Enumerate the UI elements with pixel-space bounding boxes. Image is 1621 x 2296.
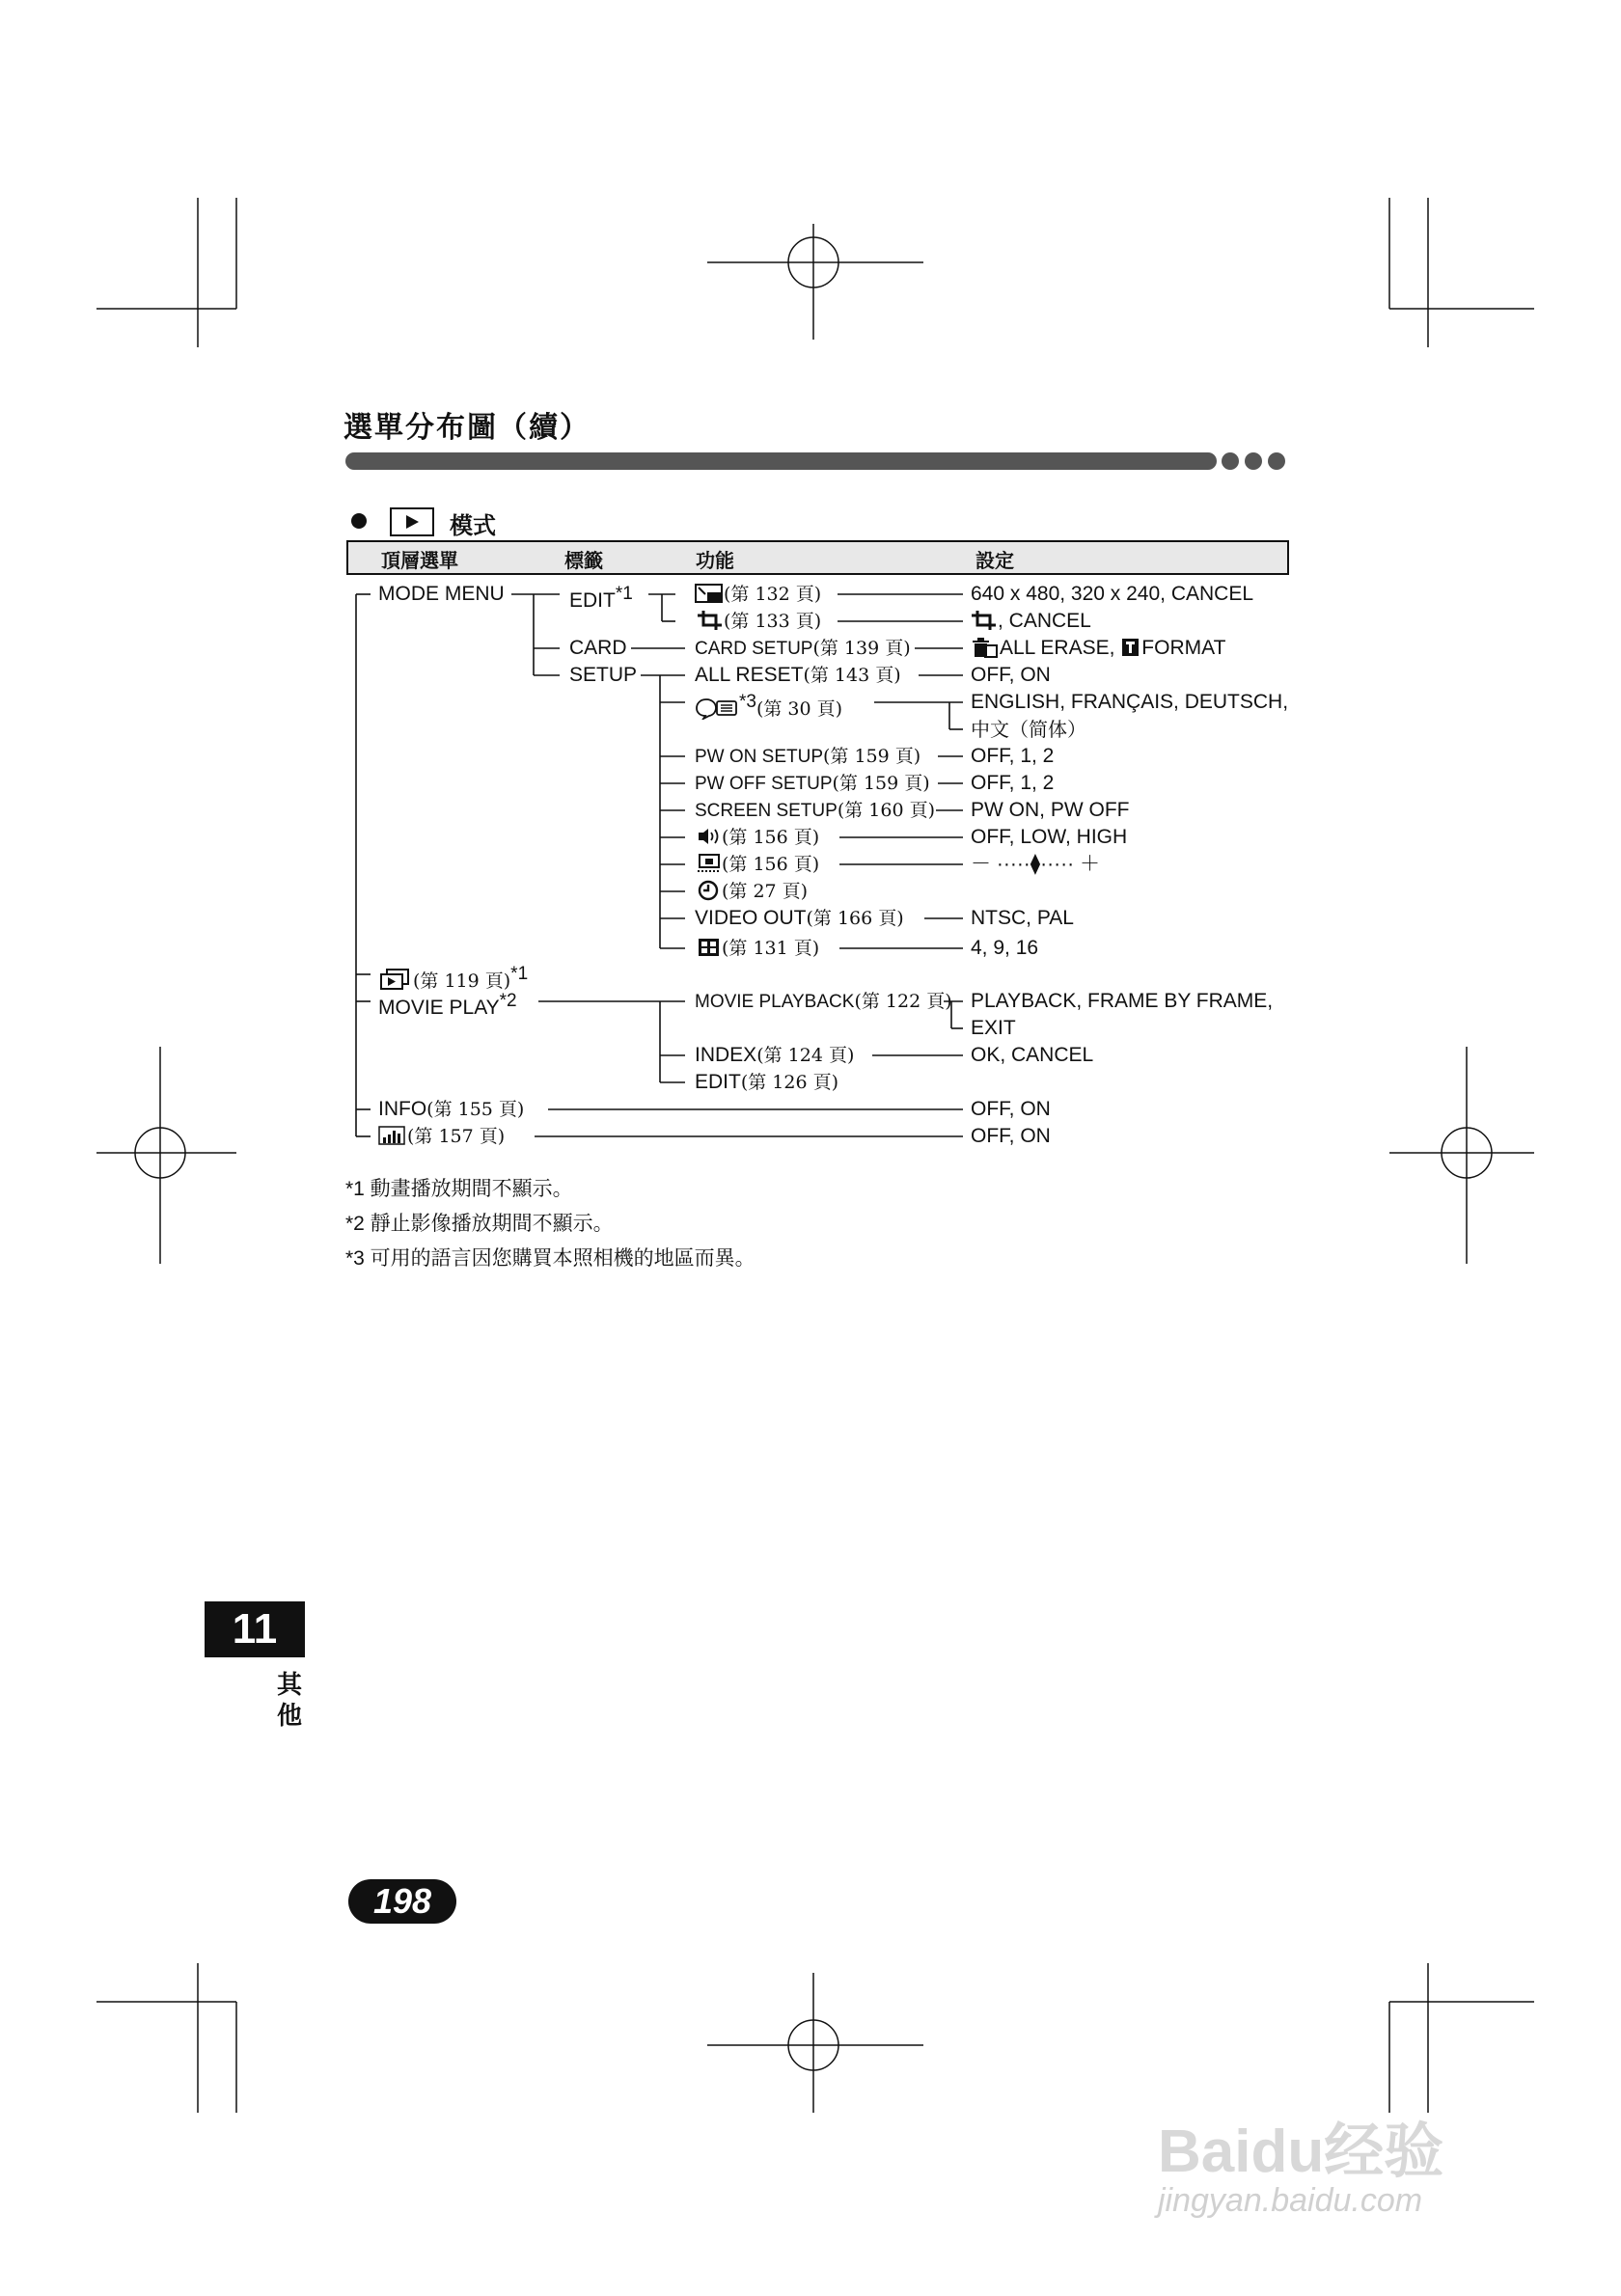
mode-label: 模式 [450,513,496,539]
pw-off-setup-label: PW OFF SETUP [695,774,833,794]
crop-row [697,610,821,633]
movie-playback-ref: (第 122 頁) [854,991,952,1012]
screen-setup-label: SCREEN SETUP [695,801,838,821]
movie-playback-setting-2: EXIT [971,1017,1016,1039]
language-setting-2: 中文（简体） [971,718,1086,741]
resize-ref: (第 132 頁) [724,584,822,605]
header-tab: 標籤 [564,551,603,572]
header-function: 功能 [696,551,734,572]
resize-row [695,583,821,606]
movie-play-label: MOVIE PLAY [378,997,500,1019]
mode-menu-label: MODE MENU [378,583,505,605]
setup-tab: SETUP [569,664,638,686]
video-out-setting: NTSC, PAL [971,907,1074,929]
bullet-icon [351,513,367,529]
all-reset-ref: (第 143 頁) [803,665,901,686]
info-label: INFO [378,1098,427,1120]
crop-icon [971,610,998,631]
pw-off-setup-ref: (第 159 頁) [832,773,930,794]
movie-playback-row [695,990,952,1014]
footnote-2: *2 靜止影像播放期間不顯示。 [345,1213,614,1235]
watermark-url: jingyan.baidu.com [1158,2182,1423,2219]
video-out-ref: (第 166 頁) [806,908,904,929]
index-count-setting: 4, 9, 16 [971,937,1039,959]
sound-row [697,826,819,849]
index-count-row [697,937,819,960]
crop-setting-text: , CANCEL [998,610,1091,632]
chapter-number: 11 [205,1601,305,1657]
brightness-setting: － ·····⧫····· ＋ [971,853,1100,875]
card-tab: CARD [569,637,627,659]
index-row [695,1044,854,1067]
video-out-row [695,907,904,930]
edit-tab [569,583,633,613]
protect-icon [378,968,413,991]
all-erase-text: ALL ERASE, [1000,637,1121,659]
resize-icon [695,583,724,604]
rule-dot [1268,452,1285,470]
clock-ref: (第 27 頁) [722,881,809,902]
screen-setup-setting: PW ON, PW OFF [971,799,1130,821]
format-text: FORMAT [1141,637,1226,659]
protect-row [378,963,528,993]
pw-off-setting: OFF, 1, 2 [971,772,1055,794]
movie-playback-label: MOVIE PLAYBACK [695,992,855,1012]
all-reset-row [695,664,901,687]
all-reset-label: ALL RESET [695,664,804,686]
movie-playback-setting-1: PLAYBACK, FRAME BY FRAME, [971,990,1274,1012]
page-title: 選單分布圖（續） [343,412,591,444]
crop-setting [971,610,1091,633]
header-setting: 設定 [975,551,1014,572]
card-setting [971,637,1225,660]
footnote-1: *1 動畫播放期間不顯示。 [345,1178,573,1200]
pw-on-setup-ref: (第 159 頁) [823,746,921,767]
movie-edit-label: EDIT [695,1071,741,1093]
protect-footnote: *1 [510,964,529,984]
histogram-setting: OFF, ON [971,1125,1051,1147]
histogram-row [378,1125,505,1148]
crop-icon [697,610,724,631]
brightness-ref: (第 156 頁) [722,854,820,875]
index-setting: OK, CANCEL [971,1044,1094,1066]
index-grid-icon [697,937,722,958]
video-out-label: VIDEO OUT [695,907,807,929]
histogram-ref: (第 157 頁) [407,1126,506,1147]
histogram-icon [378,1125,407,1146]
language-row [695,691,842,721]
header-top-menu: 頂層選單 [381,551,458,572]
monitor-brightness-icon [697,853,722,874]
clock-icon [697,880,722,901]
speaker-icon [697,826,722,847]
sound-ref: (第 156 頁) [722,827,820,848]
card-setup-label: CARD SETUP [695,639,813,659]
watermark-logo: Baidu经验 [1158,2118,1444,2185]
title-rule [345,452,1217,470]
sound-setting: OFF, LOW, HIGH [971,826,1128,848]
registration-marks [96,198,1534,2113]
card-setup-row [695,637,911,661]
index-count-ref: (第 131 頁) [722,938,820,959]
table-header [346,540,1289,575]
format-icon [1120,637,1141,658]
resize-setting: 640 x 480, 320 x 240, CANCEL [971,583,1254,605]
language-ref: (第 30 頁) [756,698,843,720]
movie-edit-row [695,1071,838,1094]
pw-on-setup-label: PW ON SETUP [695,747,824,767]
movie-edit-ref: (第 126 頁) [740,1072,839,1093]
screen-setup-ref: (第 160 頁) [837,800,935,821]
info-row [378,1098,524,1121]
info-setting: OFF, ON [971,1098,1051,1120]
footnote-3: *3 可用的語言因您購買本照相機的地區而異。 [345,1247,756,1270]
rule-dot [1245,452,1262,470]
index-ref: (第 124 頁) [756,1045,855,1066]
movie-play-footnote: *2 [499,991,517,1011]
clock-row [697,880,808,903]
edit-label: EDIT [569,589,616,612]
brightness-row [697,853,819,876]
language-icon [695,697,739,720]
rule-dot [1222,452,1239,470]
info-ref: (第 155 頁) [426,1099,525,1120]
language-setting-1: ENGLISH, FRANÇAIS, DEUTSCH, [971,691,1289,713]
edit-footnote: *1 [615,584,633,604]
playback-mode-icon [390,507,434,536]
card-setup-ref: (第 139 頁) [812,638,911,659]
crop-ref: (第 133 頁) [724,611,822,632]
all-erase-icon [971,637,1000,658]
movie-play-row [378,990,517,1020]
protect-ref: (第 119 頁) [413,970,511,992]
all-reset-setting: OFF, ON [971,664,1051,686]
index-label: INDEX [695,1044,757,1066]
screen-setup-row [695,799,935,823]
language-footnote: *3 [739,692,756,712]
pw-on-setting: OFF, 1, 2 [971,745,1055,767]
pw-off-setup-row [695,772,930,796]
chapter-label: 其他 [276,1670,302,1730]
page-number: 198 [348,1879,456,1924]
pw-on-setup-row [695,745,920,769]
